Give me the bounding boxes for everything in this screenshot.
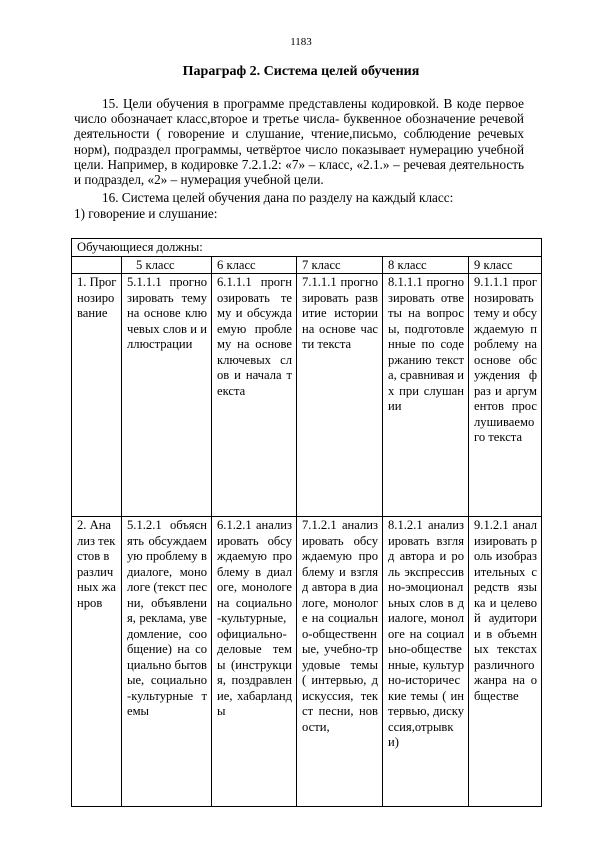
page-number: 1183 [290,36,312,48]
goal-cell: 6.1.2.1 анализировать обсуждаемую проблему в диалоге, монологе на социально-культурные, официально-деловые темы (инструкция, поздравление, хабарланды [212,517,297,807]
goal-cell: 5.1.2.1 объяснять обсуждаемую проблему в диалоге, монологе (текст песни, объявления, реклама, уведомление, сообщение) на социально бытовые, социально-культурные темы [122,517,212,807]
skill-cell: 2. Анализ текстов в различных жанров [72,517,122,807]
class-9-header: 9 класс [469,256,542,274]
table-row [72,274,542,517]
skill-cell: 1. Прогнозирование [72,274,122,517]
goal-cell: 5.1.1.1 прогнозировать тему на основе ключевых слов и иллюстрации [122,274,212,517]
goal-cell: 7.1.2.1 анализировать обсуждаемую проблему и взгляд автора в диалоге, монологе на социально-общественные, учебно-трудовые темы ( интервью, дискуссия, текст песни, новости, [297,517,383,807]
goal-cell: 8.1.2.1 анализировать взгляд автора и роль экспрессивно-эмоциональных слов в диалоге, монологе на социально-общественные, культурно-исторические темы ( интервью, дискуссия,отрывки) [383,517,469,807]
table-header-row [72,239,542,257]
goal-cell: 9.1.2.1 анализировать роль изобразительных средств языка и целевой аудитории в объемных текстах различного жанра на обществе [469,517,542,807]
class-header-row [72,256,542,274]
goal-cell: 9.1.1.1 прогнозировать тему и обсуждаемую проблему на основе обсуждения фраз и аргументов прослушиваемого текста [469,274,542,517]
empty-corner-cell [72,256,122,274]
goal-cell: 6.1.1.1 прогнозировать тему и обсуждаемую проблему на основе ключевых слов и начала текста [212,274,297,517]
goal-cell: 8.1.1.1 прогнозировать ответы на вопросы, подготовленные по содержанию текста, сравнивая их при слушании [383,274,469,517]
goal-cell: 7.1.1.1 прогнозировать развитие истории на основе части текста [297,274,383,517]
learning-goals-table [71,238,542,807]
table-header: Обучающиеся должны: [72,239,542,257]
class-8-header: 8 класс [383,256,469,274]
section-title: Параграф 2. Система целей обучения [182,64,420,79]
subheading-speaking-listening: 1) говорение и слушание: [74,206,218,221]
paragraph-15: 15. Цели обучения в программе представлены кодировкой. В коде первое число обозначает класс,второе и третье числа- буквенное обозначение речевой деятельности ( говорение и слушание, чтение,письмо, соблюдение речевых норм), подраздел программы, четвёртое число показывает нумерацию учебной цели. Например, в кодировке 7.2.1.2: «7» – класс, «2.1.» – речевая деятельность и подраздел, «2» – нумерация учебной цели. [74,96,524,188]
class-5-header: 5 класс [122,256,212,274]
paragraph-16: 16. Система целей обучения дана по разделу на каждый класс: [102,190,454,205]
table-row [72,517,542,807]
class-6-header: 6 класс [212,256,297,274]
class-7-header: 7 класс [297,256,383,274]
